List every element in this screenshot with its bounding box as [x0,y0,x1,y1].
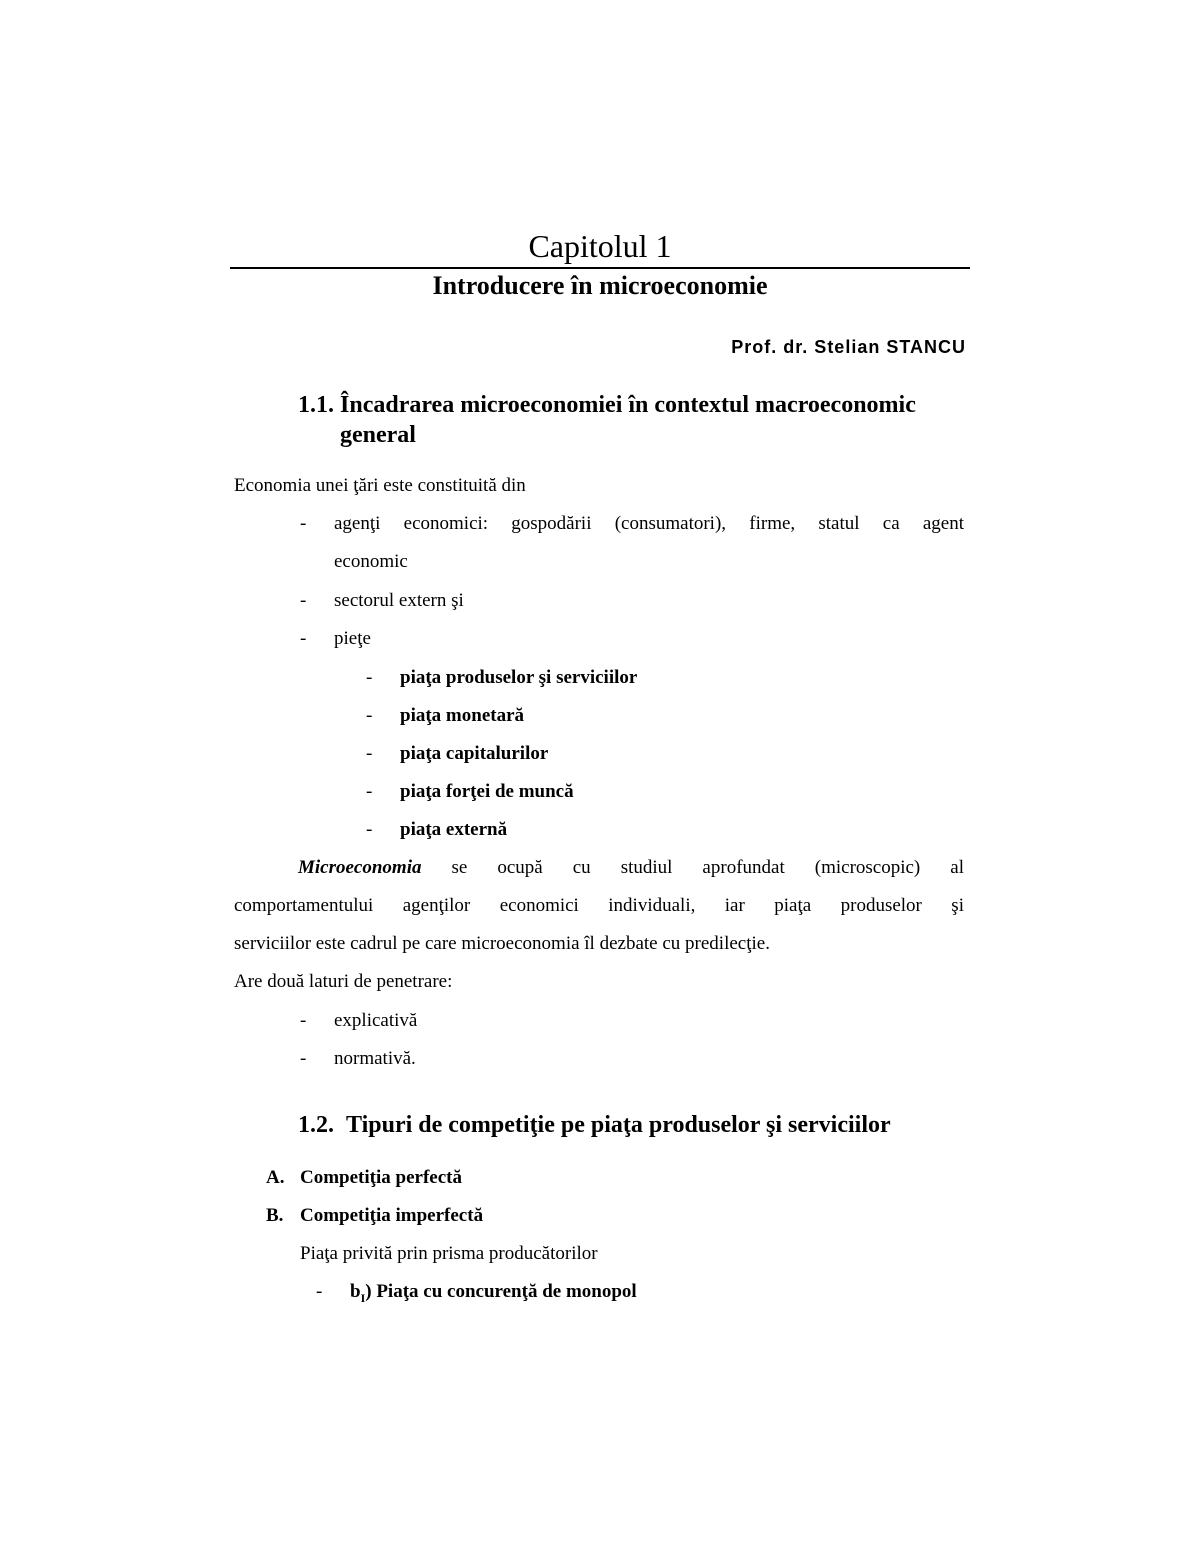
market-list-item [366,817,507,843]
sub-item-label: ) Piaţa cu concurenţă de monopol [365,1281,637,1302]
list-item [300,1008,417,1034]
competition-item [266,1165,462,1191]
economy-intro: Economia unei ţări este constituită din [234,475,526,496]
section-1-title-line2: general [340,422,416,448]
section-2-title: Tipuri de competiţie pe piaţa produselor şi serviciilor [346,1112,891,1138]
list-item [300,588,464,614]
sub-item-subscript: I [360,1290,366,1305]
chapter-title: Capitolul 1 [528,228,672,264]
section-1-heading-continuation [298,420,416,450]
list-item-continuation: economic [334,551,408,572]
list-item-text: agenţi economici: gospodării (consumatori), firme, statul ca agent [334,513,964,534]
sub-list-item [316,1279,637,1311]
section-2-number: 1.2. [298,1112,334,1138]
market-label: piaţa forţei de muncă [400,781,574,802]
bullet-dash: - [366,819,373,840]
list-item-text: explicativă [334,1010,418,1031]
bullet-dash: - [300,513,307,534]
paragraph-text: se ocupă cu studiul aprofundat (microscopic) al [451,857,964,878]
item-letter: B. [266,1205,284,1226]
item-label: Competiţia imperfectă [300,1205,484,1226]
sub-item-prefix: b [350,1281,361,1302]
paragraph-line: serviciilor este cadrul pe care microeconomia îl dezbate cu predilecţie. [234,933,770,954]
market-list-item [366,703,524,729]
bullet-dash: - [316,1281,323,1302]
competition-item [266,1203,483,1229]
bullet-dash: - [300,1010,307,1031]
sides-intro: Are două laturi de penetrare: [234,971,453,992]
list-item-text: pieţe [334,628,371,649]
bullet-dash: - [300,628,307,649]
bullet-dash: - [366,705,373,726]
list-item-text: sectorul extern şi [334,590,464,611]
market-list-item [366,779,574,805]
market-label: piaţa capitalurilor [400,743,549,764]
paragraph-line: comportamentului agenţilor economici individuali, iar piaţa produselor şi [234,895,964,916]
author-name: Prof. dr. Stelian STANCU [731,337,966,357]
bullet-dash: - [300,1048,307,1069]
paragraph-line [298,855,964,881]
list-item [300,626,371,652]
bullet-dash: - [300,590,307,611]
market-list-item [366,665,637,691]
list-item [300,1046,416,1072]
producers-intro: Piaţa privită prin prisma producătorilor [300,1243,598,1264]
section-1-number: 1.1. [298,392,334,418]
item-label: Competiţia perfectă [300,1167,462,1188]
section-2-heading [298,1110,891,1140]
bullet-dash: - [366,667,373,688]
term-microeconomia: Microeconomia [298,857,422,878]
market-label: piaţa produselor şi serviciilor [400,667,638,688]
market-label: piaţa externă [400,819,508,840]
bullet-dash: - [366,743,373,764]
section-1-title-line1: Încadrarea microeconomiei în contextul macroeconomic [340,392,916,418]
section-1-heading [298,390,916,420]
bullet-dash: - [366,781,373,802]
market-list-item [366,741,548,767]
item-letter: A. [266,1167,285,1188]
chapter-subtitle: Introducere în microeconomie [432,271,768,300]
market-label: piaţa monetară [400,705,525,726]
list-item-text: normativă. [334,1048,416,1069]
list-item [300,511,964,537]
